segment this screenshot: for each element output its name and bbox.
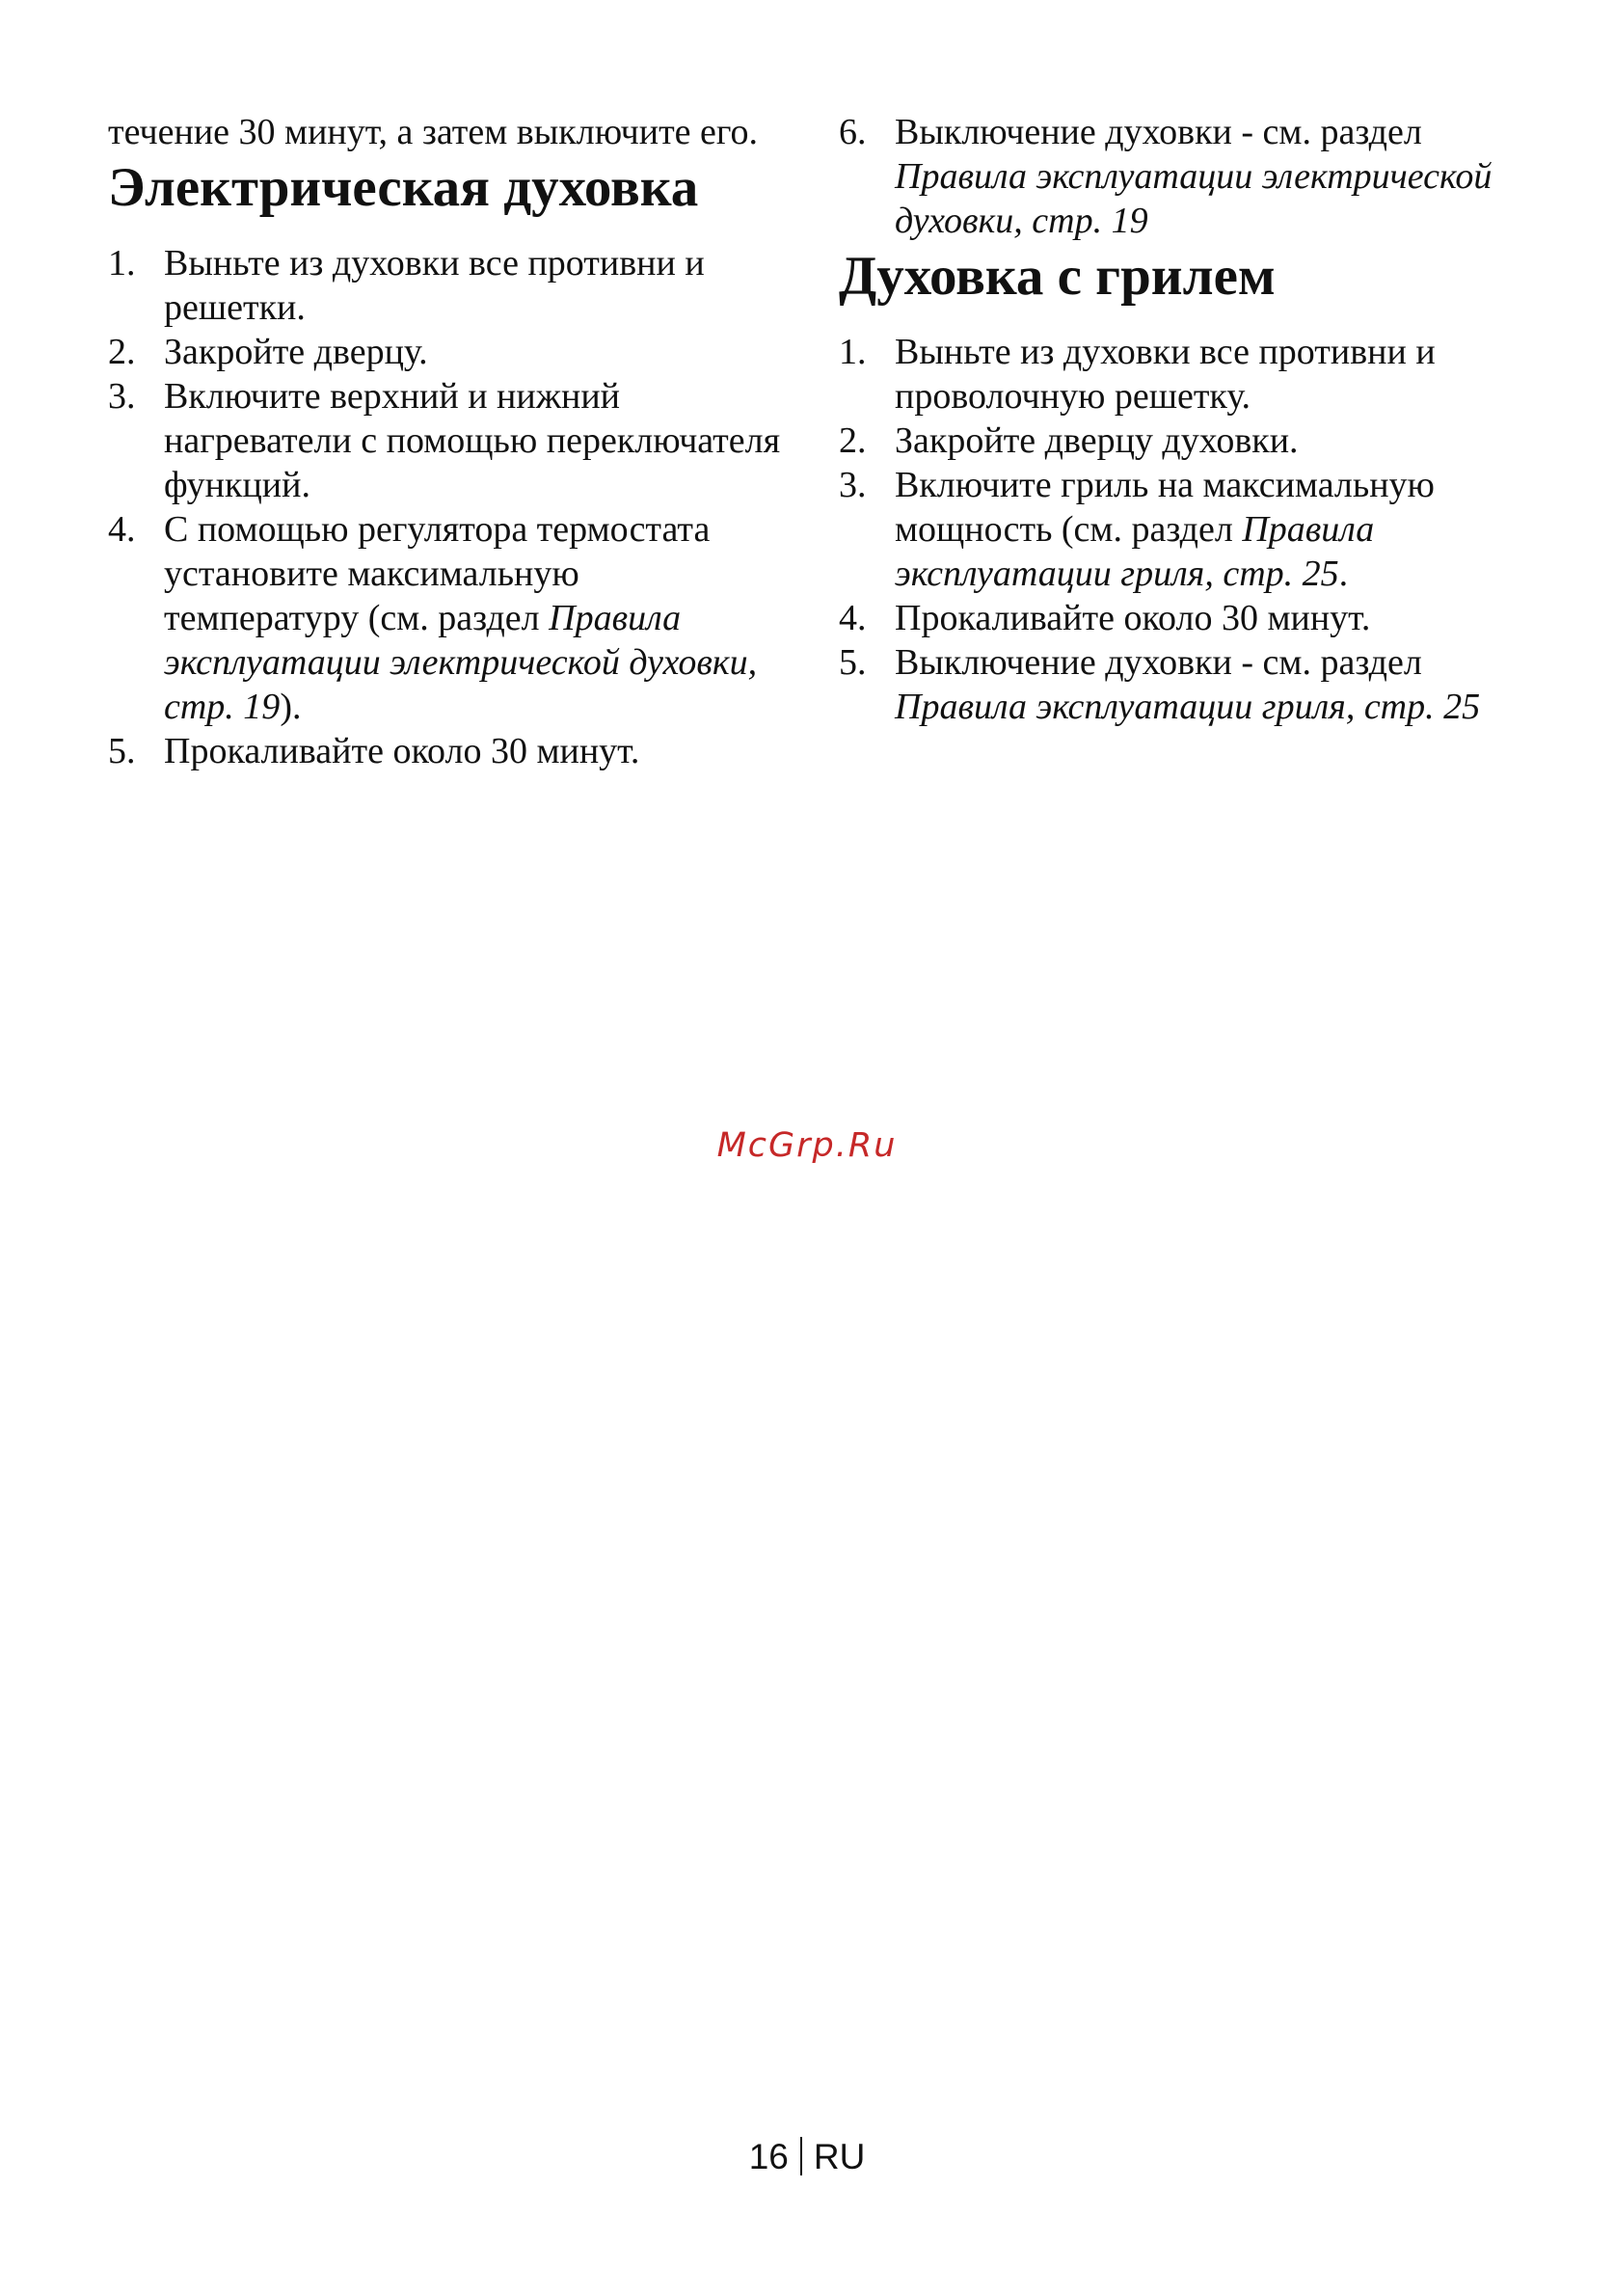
item-body: Закройте дверцу. xyxy=(164,332,428,372)
list-item xyxy=(839,463,1533,596)
item-number: 5. xyxy=(108,731,136,771)
list-item xyxy=(108,507,783,729)
item-body: Включите гриль на максимальную мощность (см. раздел xyxy=(895,465,1435,550)
section-heading-electric-oven: Электрическая духовка xyxy=(108,157,699,218)
electric-oven-steps xyxy=(108,241,783,773)
item-text xyxy=(164,729,783,773)
grill-oven-steps xyxy=(839,330,1533,729)
item-reference: Правила эксплуатации электрической духовки, стр. 19 xyxy=(164,598,758,727)
item-text xyxy=(895,110,1533,243)
item-text xyxy=(164,330,783,374)
watermark: McGrp.Ru xyxy=(716,1126,898,1165)
footer-separator xyxy=(800,2137,802,2175)
list-item xyxy=(108,241,783,330)
list-item xyxy=(108,729,783,773)
electric-oven-steps-continued xyxy=(839,110,1533,243)
item-number: 2. xyxy=(839,420,867,461)
item-tail: ). xyxy=(280,687,302,727)
item-text xyxy=(164,507,783,729)
item-text xyxy=(164,374,783,507)
item-body: С помощью регулятора термостата установите максимальную температуру (см. раздел xyxy=(164,509,711,638)
intro-paragraph: течение 30 минут, а затем выключите его. xyxy=(108,112,759,152)
item-body: Закройте дверцу духовки. xyxy=(895,420,1299,461)
item-tail: . xyxy=(1338,554,1349,594)
list-item xyxy=(839,640,1533,729)
page-footer xyxy=(0,2137,1614,2177)
item-number: 1. xyxy=(839,332,867,372)
item-reference: Правила эксплуатации гриля, стр. 25 xyxy=(895,687,1481,727)
left-column xyxy=(108,110,783,773)
item-body: Выключение духовки - см. раздел xyxy=(895,642,1422,683)
item-text xyxy=(895,419,1533,463)
item-number: 3. xyxy=(839,465,867,505)
item-number: 4. xyxy=(108,509,136,550)
list-item xyxy=(108,330,783,374)
list-item xyxy=(839,419,1533,463)
list-item xyxy=(108,374,783,507)
item-text xyxy=(895,640,1533,729)
item-text xyxy=(164,241,783,330)
list-item xyxy=(839,110,1533,243)
item-number: 2. xyxy=(108,332,136,372)
item-body: Выньте из духовки все противни и проволочную решетку. xyxy=(895,332,1436,417)
item-body: Включите верхний и нижний нагреватели с помощью переключателя функций. xyxy=(164,376,781,505)
right-column xyxy=(839,110,1533,729)
list-item xyxy=(839,596,1533,640)
item-body: Прокаливайте около 30 минут. xyxy=(895,598,1371,638)
page-number: 16 xyxy=(748,2137,789,2176)
item-text xyxy=(895,463,1533,596)
item-number: 6. xyxy=(839,112,867,152)
item-body: Выключение духовки - см. раздел xyxy=(895,112,1422,152)
item-body: Выньте из духовки все противни и решетки. xyxy=(164,243,705,328)
list-item xyxy=(839,330,1533,419)
item-reference: Правила эксплуатации гриля, стр. 25 xyxy=(895,509,1375,594)
item-text xyxy=(895,596,1533,640)
section-heading-grill-oven: Духовка с грилем xyxy=(839,246,1276,307)
item-number: 4. xyxy=(839,598,867,638)
item-number: 3. xyxy=(108,376,136,417)
language-code: RU xyxy=(813,2137,866,2176)
item-number: 1. xyxy=(108,243,136,284)
item-text xyxy=(895,330,1533,419)
item-reference: Правила эксплуатации электрической духовки, стр. 19 xyxy=(895,156,1493,241)
item-body: Прокаливайте около 30 минут. xyxy=(164,731,640,771)
item-number: 5. xyxy=(839,642,867,683)
